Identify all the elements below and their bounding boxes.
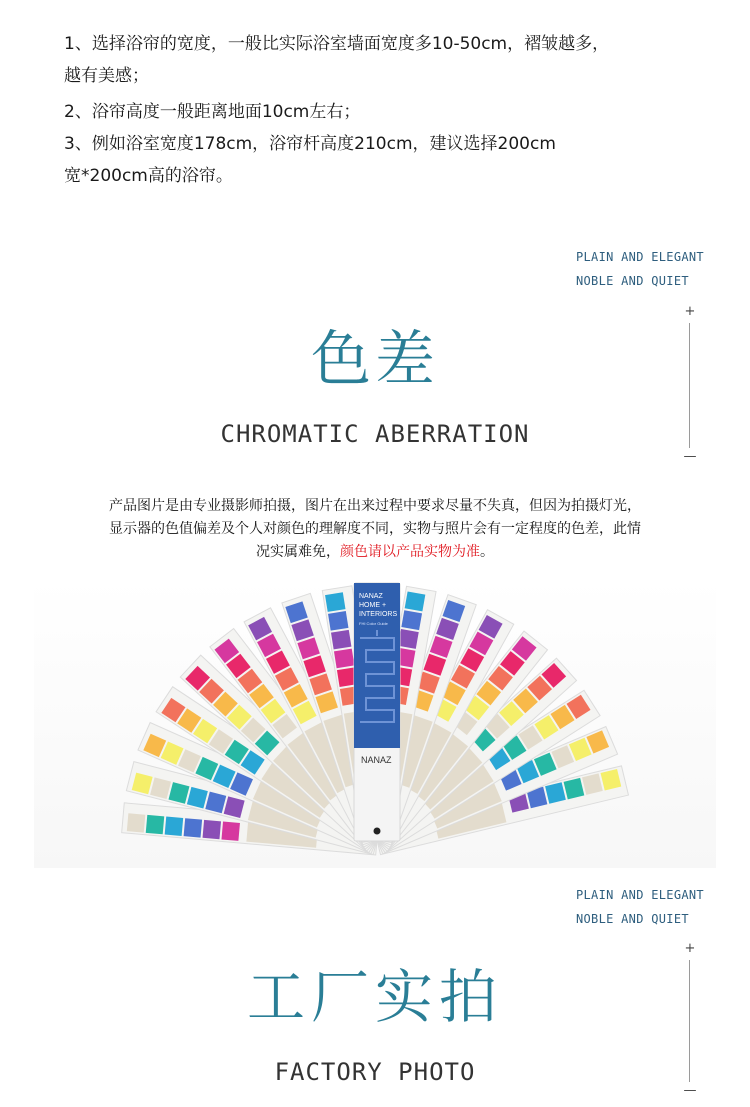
rivet-icon [374, 828, 381, 835]
tagline-line: NOBLE AND QUIET [576, 912, 689, 926]
plus-icon: + [684, 304, 696, 319]
color-swatch-fan-photo [34, 578, 716, 868]
plus-icon: + [684, 941, 696, 956]
color-difference-notice [40, 495, 710, 564]
color-chip [165, 817, 184, 836]
card-brand-footer: NANAZ [361, 755, 392, 765]
notice-highlight: 颜色请以产品实物为准 [340, 544, 480, 560]
section-title: 色差 [311, 325, 439, 395]
notice-line: 显示器的色值偏差及个人对颜色的理解度不同，实物与照片会有一定程度的色差，此情 [109, 521, 641, 537]
section-tagline [576, 883, 704, 931]
color-chip [331, 630, 351, 650]
notice-text: 。 [480, 544, 494, 560]
instruction-line: 2、浴帘高度一般距离地面10cm左右； [64, 102, 361, 122]
section-subtitle: CHROMATIC ABERRATION [220, 420, 530, 448]
color-chip [328, 611, 348, 631]
instruction-line: 越有美感； [64, 66, 149, 86]
notice-line: 产品图片是由专业摄影师拍摄，图片在出来过程中要求尽量不失真，但因为拍摄灯光， [109, 498, 641, 514]
instruction-line: 宽*200cm高的浴帘。 [64, 166, 233, 186]
card-brand-header: NANAZ [359, 593, 383, 600]
center-swatch-card [354, 583, 400, 841]
card-guide-label: FHI Color Guide [359, 621, 388, 626]
color-chip [203, 820, 222, 839]
tagline-line: NOBLE AND QUIET [576, 274, 689, 288]
color-chip [184, 818, 203, 837]
color-chip [127, 813, 146, 832]
card-header-line: HOME + [359, 602, 387, 609]
notice-text: 况实属难免， [256, 544, 340, 560]
tagline-line: PLAIN AND ELEGANT [576, 888, 704, 902]
color-chip [405, 592, 426, 612]
card-header-line: INTERIORS [359, 611, 398, 618]
instruction-line: 3、例如浴室宽度178cm，浴帘杆高度210cm，建议选择200cm [64, 134, 556, 154]
minus-icon: — [683, 449, 697, 464]
minus-icon: — [683, 1083, 697, 1098]
tagline-line: PLAIN AND ELEGANT [576, 250, 704, 264]
section-tagline [576, 245, 704, 293]
color-chip [325, 592, 345, 612]
color-chip [334, 649, 354, 669]
section-subtitle: FACTORY PHOTO [274, 1058, 476, 1086]
swatch-fan-graphic [34, 578, 716, 868]
instruction-line: 1、选择浴帘的宽度，一般比实际浴室墙面宽度多10-50cm，褶皱越多， [64, 34, 610, 54]
size-instructions [64, 28, 734, 192]
color-chip [398, 629, 419, 649]
color-chip [401, 610, 422, 630]
notice-line [40, 541, 710, 564]
section-title: 工厂实拍 [246, 963, 503, 1031]
color-chip [146, 815, 165, 834]
color-chip [221, 822, 240, 841]
